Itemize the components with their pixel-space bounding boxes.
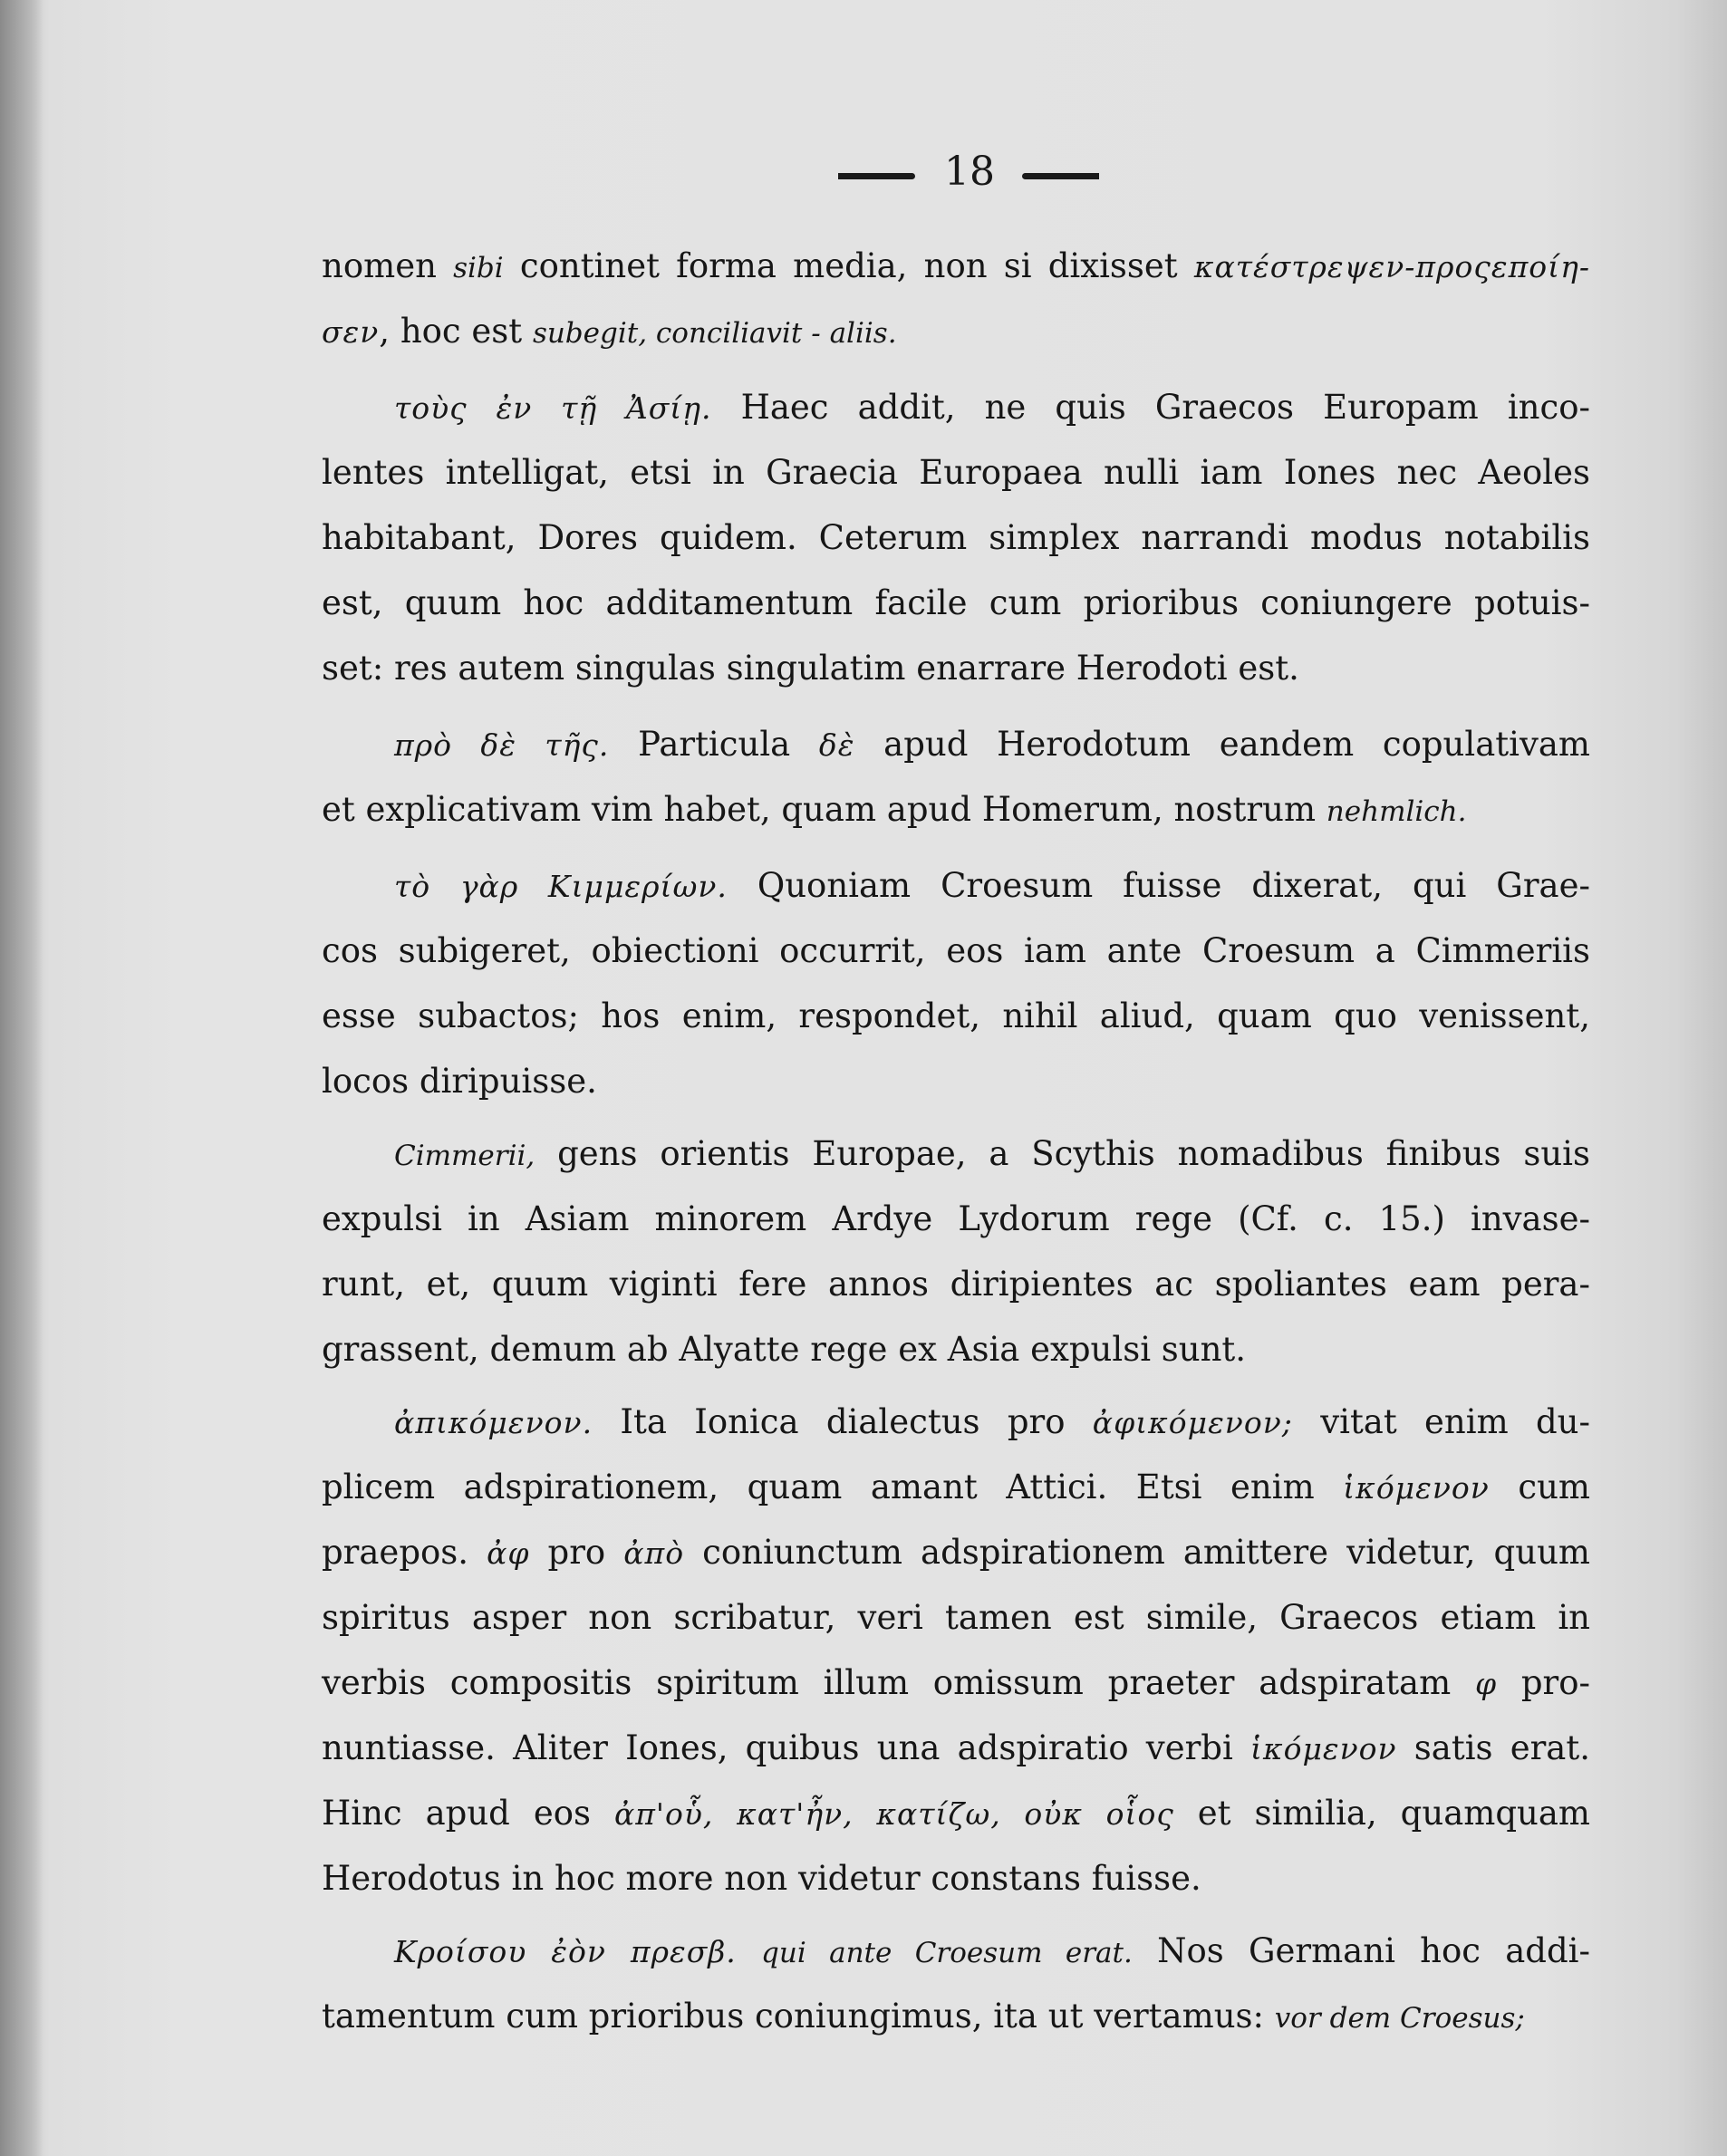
page-gutter-shadow	[0, 0, 43, 2156]
text-line	[322, 636, 1590, 701]
text-line	[322, 853, 1590, 919]
paragraph-pro-de-tes	[322, 712, 1590, 842]
text-run: Quoniam Croesum fuisse dixerat, qui Grae-	[727, 866, 1590, 905]
header-ornament-left	[838, 173, 915, 179]
text-run: locos diripuisse.	[322, 1062, 597, 1101]
greek-lemma: ἀφ	[487, 1535, 530, 1571]
paragraph-to-gar-kimmerion	[322, 853, 1590, 1114]
text-run: satis erat.	[1396, 1728, 1590, 1767]
text-run: pro-	[1497, 1663, 1590, 1702]
italic-term: nehmlich.	[1326, 795, 1467, 828]
text-run: Herodotus in hoc more non videtur constans fuisse.	[322, 1859, 1201, 1898]
text-run: spiritus asper non scribatur, veri tamen est simile, Graecos etiam in	[322, 1598, 1590, 1637]
italic-term: Cimmerii,	[394, 1140, 535, 1172]
greek-lemma: ἱκόμενον	[1250, 1731, 1397, 1766]
text-run: expulsi in Asiam minorem Ardye Lydorum rege (Cf. c. 15.) invase-	[322, 1199, 1590, 1238]
text-run: apud Herodotum eandem copulativam	[854, 725, 1590, 764]
italic-term: sibi	[453, 252, 504, 284]
text-line	[322, 712, 1590, 777]
text-line	[322, 919, 1590, 984]
text-run: vitat enim du-	[1292, 1402, 1590, 1441]
text-line	[322, 1252, 1590, 1317]
paragraph-kroisou-eon	[322, 1919, 1590, 2049]
text-run: nuntiasse. Aliter Iones, quibus una adspiratio verbi	[322, 1728, 1250, 1767]
text-run: coniunctum adspirationem amittere videtur, quum	[684, 1533, 1590, 1572]
greek-lemma: φ	[1474, 1666, 1498, 1701]
text-run: Particula	[609, 725, 819, 764]
text-run: Nos Germani hoc addi-	[1132, 1931, 1590, 1970]
text-line	[322, 984, 1590, 1049]
text-line	[322, 1390, 1590, 1455]
text-run	[737, 1931, 761, 1970]
text-run: et explicativam vim habet, quam apud Homerum, nostrum	[322, 790, 1327, 829]
paragraph-apikomenon	[322, 1390, 1590, 1911]
text-line	[322, 1049, 1590, 1114]
italic-term: qui ante Croesum erat.	[761, 1937, 1133, 1969]
greek-lemma: τοὺς ἐν τῇ Ἀσίῃ.	[394, 390, 712, 426]
paragraph-cimmerii	[322, 1121, 1590, 1382]
text-run: continet forma media, non si dixisset	[503, 246, 1194, 285]
text-line	[322, 777, 1590, 842]
text-run: et similia, quamquam	[1173, 1794, 1590, 1833]
greek-lemma: Κροίσου ἐὸν πρεσβ.	[394, 1934, 737, 1969]
text-line	[322, 375, 1590, 440]
text-run: cum	[1489, 1468, 1591, 1506]
greek-lemma: πρὸ δὲ τῆς.	[394, 727, 610, 763]
page-header	[0, 145, 1727, 199]
greek-lemma: ἀπὸ	[623, 1535, 685, 1571]
greek-lemma: ἀπικόμενον.	[394, 1405, 593, 1440]
greek-lemma: ἀφικόμενον;	[1092, 1405, 1293, 1440]
text-line	[322, 1984, 1590, 2049]
header-ornament-right	[1022, 173, 1099, 179]
text-run: pro	[529, 1533, 624, 1572]
text-run: Haec addit, ne quis Graecos Europam inco-	[711, 388, 1590, 427]
text-run: Ita Ionica dialectus pro	[593, 1402, 1093, 1441]
paragraph-tous-en-te-asie	[322, 375, 1590, 701]
text-run: lentes intelligat, etsi in Graecia Europaea nulli iam Iones nec Aeoles	[322, 453, 1590, 492]
text-run: grassent, demum ab Alyatte rege ex Asia expulsi sunt.	[322, 1330, 1247, 1369]
text-line	[322, 1317, 1590, 1382]
text-line	[322, 1455, 1590, 1520]
greek-lemma: σεν	[322, 314, 380, 350]
text-run: esse subactos; hos enim, respondet, nihil aliud, quam quo venissent,	[322, 996, 1590, 1035]
text-run: tamentum cum prioribus coniungimus, ita ut vertamus:	[322, 1997, 1275, 2036]
text-run: nomen	[322, 246, 454, 285]
italic-term: subegit, conciliavit - aliis.	[532, 317, 897, 350]
page-number: 18	[944, 149, 995, 195]
text-line	[322, 1919, 1590, 1984]
text-line	[322, 1846, 1590, 1911]
greek-lemma: ἀπ'οὗ, κατ'ἦν, κατίζω, οὐκ οἷος	[613, 1796, 1174, 1832]
text-line	[322, 440, 1590, 505]
text-line	[322, 1121, 1590, 1187]
text-run: plicem adspirationem, quam amant Attici. Etsi enim	[322, 1468, 1344, 1506]
text-line	[322, 1187, 1590, 1252]
greek-lemma: κατέστρεψεν-προςεποίη-	[1193, 249, 1590, 284]
text-line	[322, 299, 1590, 364]
text-run: verbis compositis spiritum illum omissum praeter adspiratam	[322, 1663, 1475, 1702]
greek-lemma: δὲ	[818, 727, 855, 763]
text-run: cos subigeret, obiectioni occurrit, eos iam ante Croesum a Cimmeriis	[322, 931, 1590, 970]
text-run: habitabant, Dores quidem. Ceterum simplex narrandi modus notabilis	[322, 518, 1590, 557]
greek-lemma: ἱκόμενον	[1343, 1470, 1490, 1506]
text-run: praepos.	[322, 1533, 487, 1572]
text-line	[322, 1716, 1590, 1781]
text-line	[322, 1781, 1590, 1846]
text-run: Hinc apud eos	[322, 1794, 614, 1833]
greek-lemma: τὸ γὰρ Κιμμερίων.	[394, 869, 728, 904]
text-line	[322, 571, 1590, 636]
paragraph-continuation	[322, 234, 1590, 364]
text-line	[322, 505, 1590, 571]
text-line	[322, 1651, 1590, 1716]
italic-term: vor dem Croesus;	[1274, 2002, 1525, 2035]
text-run: est, quum hoc additamentum facile cum prioribus coniungere potuis-	[322, 583, 1590, 622]
text-line	[322, 1520, 1590, 1585]
text-run: runt, et, quum viginti fere annos diripientes ac spoliantes eam pera-	[322, 1265, 1590, 1304]
text-run: set: res autem singulas singulatim enarrare Herodoti est.	[322, 649, 1299, 688]
commentary-text	[322, 234, 1590, 2049]
text-line	[322, 1585, 1590, 1651]
text-run: gens orientis Europae, a Scythis nomadibus finibus suis	[535, 1134, 1590, 1173]
text-run: , hoc est	[379, 312, 533, 351]
text-line	[322, 234, 1590, 299]
